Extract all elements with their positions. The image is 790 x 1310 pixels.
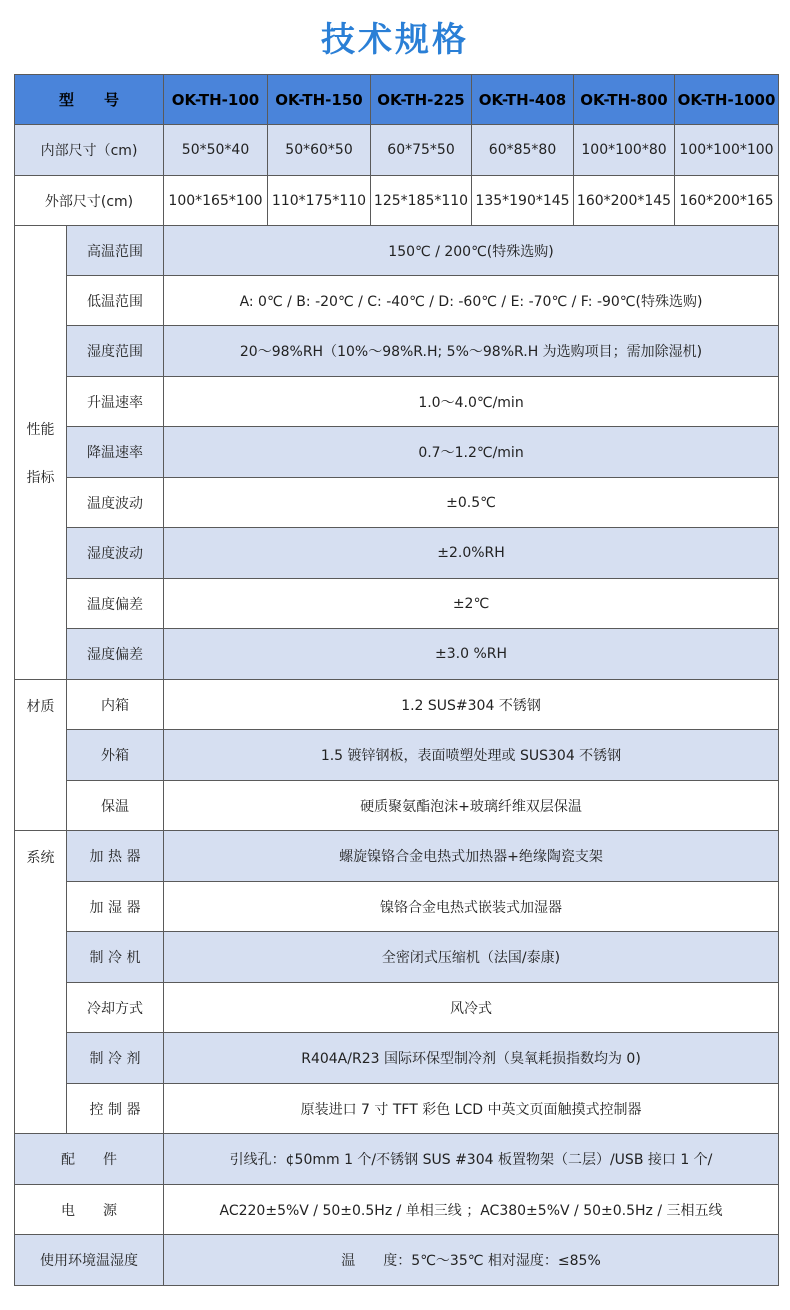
- internal-size-row: [15, 125, 779, 176]
- size-cell: 135*190*145: [472, 176, 574, 226]
- row-label: 外部尺寸(cm): [15, 176, 164, 226]
- group-label-system: [15, 831, 67, 1134]
- model-header-cell: OK-TH-225: [371, 75, 472, 125]
- spec-row-temp-deviation: [15, 579, 779, 629]
- header-row: [15, 75, 779, 125]
- row-value: ±2.0%RH: [164, 528, 779, 579]
- model-header-cell: OK-TH-150: [268, 75, 371, 125]
- model-header-label: 型 号: [15, 75, 164, 125]
- row-label: 温度波动: [67, 478, 164, 528]
- row-value: 镍铬合金电热式嵌装式加湿器: [164, 882, 779, 932]
- row-label: 内部尺寸（cm): [15, 125, 164, 176]
- spec-row-insulation: [15, 781, 779, 831]
- group-label-line: 材质: [26, 699, 55, 715]
- group-label-line: 指标: [26, 469, 55, 486]
- row-label: 配 件: [15, 1134, 164, 1185]
- size-cell: 160*200*165: [675, 176, 779, 226]
- spec-row-heater: [15, 831, 779, 882]
- size-cell: 50*60*50: [268, 125, 371, 176]
- row-value: ±3.0 %RH: [164, 629, 779, 680]
- model-header-cell: OK-TH-408: [472, 75, 574, 125]
- row-value: AC220±5%V / 50±0.5Hz / 单相三线 ；AC380±5%V / 50±0.5Hz / 三相五线: [164, 1185, 779, 1235]
- row-value: 硬质聚氨酯泡沫+玻璃纤维双层保温: [164, 781, 779, 831]
- group-label-performance: [15, 226, 67, 680]
- row-label: 控 制 器: [67, 1084, 164, 1134]
- page-title: 技术规格: [321, 20, 469, 60]
- model-header-cell: OK-TH-800: [574, 75, 675, 125]
- row-label: 升温速率: [67, 377, 164, 427]
- spec-row-outer-box: [15, 730, 779, 781]
- row-value: 0.7～1.2℃/min: [164, 427, 779, 478]
- row-value: 螺旋镍铬合金电热式加热器+绝缘陶瓷支架: [164, 831, 779, 882]
- group-label-material: [15, 680, 67, 831]
- row-label: 保温: [67, 781, 164, 831]
- row-label: 加 热 器: [67, 831, 164, 882]
- row-label: 制 冷 机: [67, 932, 164, 983]
- group-label-line: 性能: [26, 421, 55, 438]
- size-cell: 100*100*100: [675, 125, 779, 176]
- size-cell: 100*100*80: [574, 125, 675, 176]
- row-label: 内箱: [67, 680, 164, 730]
- spec-row-humidity-fluctuation: [15, 528, 779, 579]
- spec-row-power: [15, 1185, 779, 1235]
- spec-row-high-temp: [15, 226, 779, 276]
- row-value: R404A/R23 国际环保型制冷剂（臭氧耗损指数均为 0): [164, 1033, 779, 1084]
- row-value: 1.2 SUS#304 不锈钢: [164, 680, 779, 730]
- model-header-cell: OK-TH-100: [164, 75, 268, 125]
- row-label: 电 源: [15, 1185, 164, 1235]
- row-label: 低温范围: [67, 276, 164, 326]
- row-label: 外箱: [67, 730, 164, 781]
- size-cell: 60*85*80: [472, 125, 574, 176]
- row-value: ±2℃: [164, 579, 779, 629]
- size-cell: 110*175*110: [268, 176, 371, 226]
- row-label: 高温范围: [67, 226, 164, 276]
- spec-row-humidity-range: [15, 326, 779, 377]
- row-value: 全密闭式压缩机（法国/泰康): [164, 932, 779, 983]
- row-value: 风冷式: [164, 983, 779, 1033]
- row-label: 冷却方式: [67, 983, 164, 1033]
- spec-row-controller: [15, 1084, 779, 1134]
- row-label: 降温速率: [67, 427, 164, 478]
- row-label: 加 湿 器: [67, 882, 164, 932]
- spec-row-inner-box: [15, 680, 779, 730]
- spec-row-temp-fluctuation: [15, 478, 779, 528]
- row-value: 1.0～4.0℃/min: [164, 377, 779, 427]
- row-value: 1.5 镀锌钢板，表面喷塑处理或 SUS304 不锈钢: [164, 730, 779, 781]
- size-cell: 125*185*110: [371, 176, 472, 226]
- spec-table: [14, 74, 779, 1286]
- row-value: 20～98%RH（10%～98%R.H; 5%～98%R.H 为选购项目；需加除湿机): [164, 326, 779, 377]
- row-label: 湿度波动: [67, 528, 164, 579]
- row-value: 引线孔：¢50mm 1 个/不锈钢 SUS #304 板置物架（二层）/USB 接口 1 个/: [164, 1134, 779, 1185]
- size-cell: 60*75*50: [371, 125, 472, 176]
- row-label: 湿度范围: [67, 326, 164, 377]
- row-label: 湿度偏差: [67, 629, 164, 680]
- spec-row-refrigerator: [15, 932, 779, 983]
- spec-row-humidifier: [15, 882, 779, 932]
- size-cell: 100*165*100: [164, 176, 268, 226]
- row-value: 150℃ / 200℃(特殊选购): [164, 226, 779, 276]
- spec-row-accessories: [15, 1134, 779, 1185]
- size-cell: 160*200*145: [574, 176, 675, 226]
- external-size-row: [15, 176, 779, 226]
- group-label-line: 系统: [26, 850, 55, 866]
- row-label: 温度偏差: [67, 579, 164, 629]
- spec-row-refrigerant: [15, 1033, 779, 1084]
- row-label: 使用环境温湿度: [15, 1235, 164, 1286]
- row-label: 制 冷 剂: [67, 1033, 164, 1084]
- model-header-cell: OK-TH-1000: [675, 75, 779, 125]
- row-value: A: 0℃ / B: -20℃ / C: -40℃ / D: -60℃ / E: -70℃ / F: -90℃(特殊选购): [164, 276, 779, 326]
- size-cell: 50*50*40: [164, 125, 268, 176]
- spec-row-low-temp: [15, 276, 779, 326]
- row-value: 温 度：5℃～35℃ 相对湿度：≤85%: [164, 1235, 779, 1286]
- row-value: 原装进口 7 寸 TFT 彩色 LCD 中英文页面触摸式控制器: [164, 1084, 779, 1134]
- spec-row-cooling-method: [15, 983, 779, 1033]
- spec-row-environment: [15, 1235, 779, 1286]
- spec-row-cooling-rate: [15, 427, 779, 478]
- spec-row-heating-rate: [15, 377, 779, 427]
- row-value: ±0.5℃: [164, 478, 779, 528]
- spec-row-humidity-deviation: [15, 629, 779, 680]
